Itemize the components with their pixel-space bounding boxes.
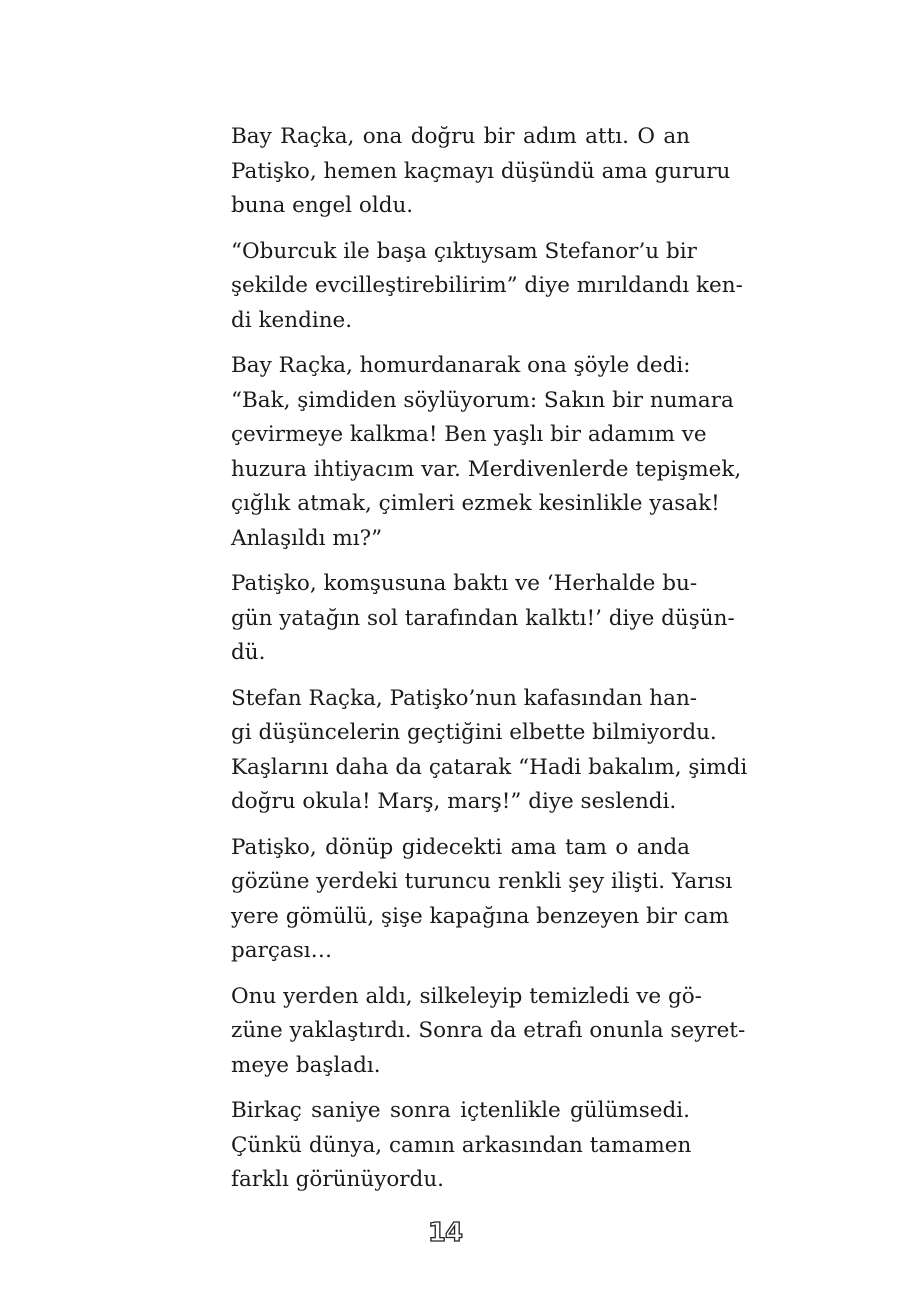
text-line: Stefan Raçka, Patişko’nun kafasından han- [231,685,698,711]
text-line: “Oburcuk ile başa çıktıysam Stefanor’u bir [231,238,697,264]
text-line: Çünkü dünya, camın arkasından tamamen [231,1132,692,1158]
text-line: Bay Raçka, homurdanarak ona şöyle dedi: [231,353,691,378]
text-line: Birkaç saniye sonra içtenlikle gülümsedi. [231,1098,690,1123]
paragraph [200,349,742,556]
text-line: parçası… [231,938,333,963]
text-line: çığlık atmak, çimleri ezmek kesinlikle yasak! [231,491,720,516]
paragraph [200,1094,690,1198]
text-line: Patişko, dönüp gidecekti ama tam o anda [231,834,690,860]
text-line: züne yaklaştırdı. Sonra da etrafı onunla seyret- [231,1018,746,1043]
page-number: 14 [427,1218,463,1248]
text-line: Patişko, komşusuna baktı ve ‘Herhalde bu- [231,571,698,596]
text-line: yere gömülü, şişe kapağına benzeyen bir cam [231,903,730,929]
text-line: gün yatağın sol tarafından kalktı!’ diye düşün- [231,605,735,631]
text-line: huzura ihtiyacım var. Merdivenlerde tepişmek, [231,456,742,482]
text-line: Kaşlarını daha da çatarak “Hadi bakalım, şimdi [231,754,748,780]
text-line: gözüne yerdeki turuncu renkli şey ilişti. Yarısı [231,869,733,894]
text-line: farklı görünüyordu. [231,1167,445,1192]
text-line: meye başladı. [231,1052,381,1078]
text-line: “Bak, şimdiden söylüyorum: Sakın bir numara [231,387,734,413]
paragraph [200,980,746,1084]
text-line: buna engel oldu. [231,193,414,218]
text-line: gi düşüncelerin geçtiğini elbette bilmiyordu. [231,720,717,745]
text-line: dü. [231,640,266,665]
text-line: doğru okula! Marş, marş!” diye seslendi. [231,789,677,814]
paragraph [200,831,733,969]
text-line: çevirmeye kalkma! Ben yaşlı bir adamım ve [231,422,707,447]
paragraph [200,567,735,671]
text-line: Anlaşıldı mı?” [231,525,383,551]
paragraph [200,120,731,224]
text-line: di kendine. [231,307,353,333]
paragraph [200,682,748,820]
text-line: şekilde evcilleştirebilirim” diye mırıldandı ken- [231,273,743,298]
paragraph [200,235,743,339]
body-text [200,120,748,1209]
text-line: Patişko, hemen kaçmayı düşündü ama gururu [231,158,731,184]
text-line: Onu yerden aldı, silkeleyip temizledi ve gö- [231,983,702,1009]
text-line: Bay Raçka, ona doğru bir adım attı. O an [231,124,690,149]
